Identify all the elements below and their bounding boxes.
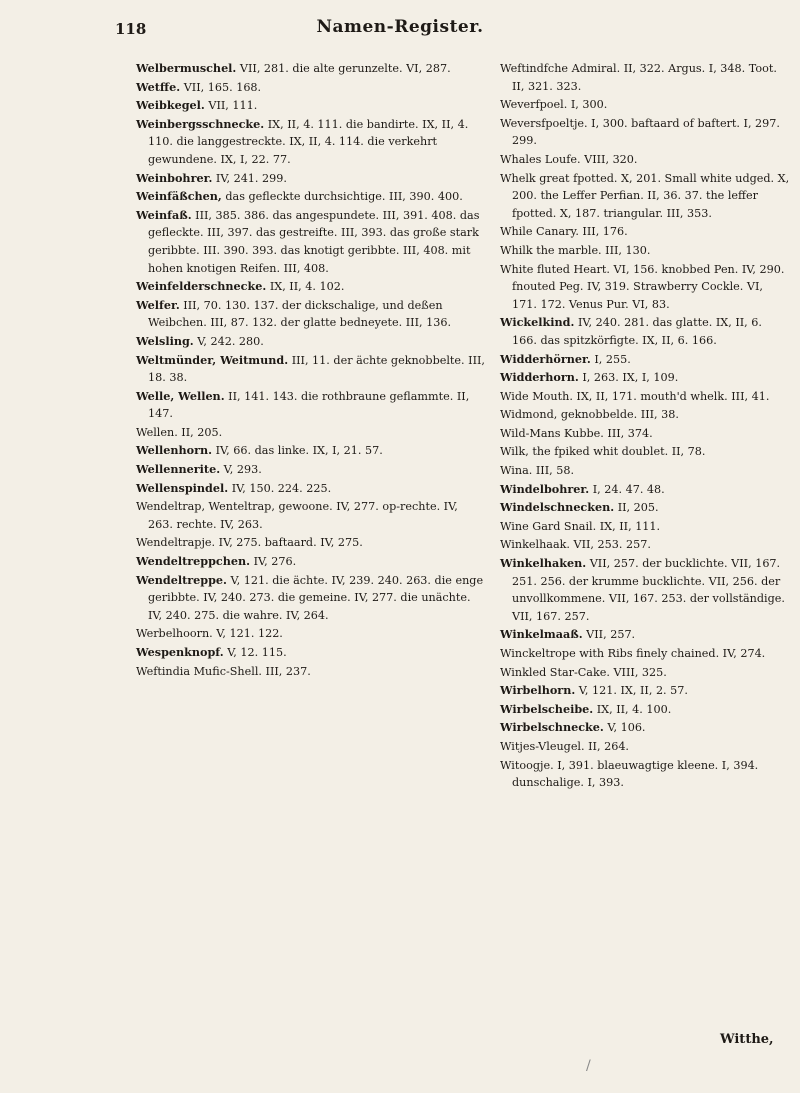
- entry-references: II, 205.: [617, 501, 659, 515]
- index-entry: [500, 369, 790, 387]
- entry-references: Whilk the marble. III, 130.: [500, 243, 651, 257]
- index-entry: [136, 461, 486, 479]
- entry-references: While Canary. III, 176.: [500, 225, 628, 239]
- index-entry: [136, 352, 486, 387]
- entry-references: II, 141. 143. die rothbraune geflammte. II, 147.: [148, 389, 470, 421]
- entry-references: IX, II, 4. 102.: [269, 280, 345, 294]
- index-entry: [500, 351, 790, 369]
- entry-headword: Wetffe.: [136, 79, 181, 94]
- entry-references: Whelk great fpotted. X, 201. Small white udged. X, 200. the Leffer Perfian. II, 36. 37. the leffer fpotted. X, 187. triangular. III, 353.: [500, 171, 790, 220]
- entry-references: III, 70. 130. 137. der dickschalige, und deßen Weibchen. III, 87. 132. der glatte bedneyete. III, 136.: [148, 298, 452, 330]
- entry-references: Wellen. II, 205.: [136, 425, 223, 439]
- entry-references: White fluted Heart. VI, 156. knobbed Pen. IV, 290. fnouted Peg. IV, 319. Strawberry Cockle. VI, 171. 172. Venus Pur. VI, 83.: [500, 262, 785, 311]
- index-entry: [136, 97, 486, 115]
- entry-references: IV, 150. 224. 225.: [231, 481, 332, 495]
- left-column: [136, 60, 486, 681]
- entry-headword: Wendeltreppe.: [136, 572, 227, 587]
- entry-headword: Winkelmaaß.: [500, 627, 583, 642]
- index-entry: [500, 682, 790, 700]
- index-entry: [500, 406, 790, 424]
- index-entry: [136, 424, 486, 442]
- entry-references: Wild-Mans Kubbe. III, 374.: [500, 426, 653, 440]
- index-entry: [500, 443, 790, 461]
- entry-references: VII, 281. die alte gerunzelte. VI, 287.: [239, 62, 451, 75]
- pencil-mark: /: [586, 1058, 591, 1074]
- index-entry: [136, 663, 486, 681]
- entry-references: IV, 66. das linke. IX, I, 21. 57.: [215, 444, 383, 458]
- index-entry: [500, 701, 790, 719]
- index-entry: [500, 314, 790, 349]
- index-entry: [136, 60, 486, 78]
- index-entry: [136, 498, 486, 533]
- entry-headword: Wirbelschnecke.: [500, 720, 604, 735]
- entry-references: Wine Gard Snail. IX, II, 111.: [500, 519, 661, 533]
- index-entry: [500, 719, 790, 737]
- index-entry: [500, 223, 790, 241]
- catchword: Witthe,: [720, 1032, 774, 1047]
- entry-headword: Wirbelhorn.: [500, 683, 576, 698]
- index-entry: [500, 536, 790, 554]
- entry-headword: Welle, Wellen.: [136, 388, 225, 403]
- entry-headword: Widderhörner.: [500, 351, 591, 366]
- index-entry: [500, 425, 790, 443]
- index-entry: [136, 553, 486, 571]
- entry-references: Witjes-Vleugel. II, 264.: [500, 739, 629, 753]
- entry-references: VII, 257.: [586, 628, 636, 642]
- entry-headword: Weinbergsschnecke.: [136, 116, 265, 131]
- entry-references: IX, II, 4. 100.: [596, 702, 672, 716]
- entry-references: Wide Mouth. IX, II, 171. mouth'd whelk. III, 41.: [500, 389, 770, 403]
- index-entry: [136, 116, 486, 169]
- entry-references: Weftindfche Admiral. II, 322. Argus. I, 348. Toot. II, 321. 323.: [500, 62, 777, 93]
- index-entry: [500, 388, 790, 406]
- index-entry: [500, 151, 790, 169]
- index-entry: [500, 499, 790, 517]
- index-entry: [500, 645, 790, 663]
- index-entry: [500, 170, 790, 223]
- entry-references: Weversfpoeltje. I, 300. baftaard of baftert. I, 297. 299.: [500, 116, 780, 148]
- entry-references: Wilk, the fpiked whit doublet. II, 78.: [500, 445, 706, 459]
- entry-headword: Weinfelderschnecke.: [136, 279, 267, 294]
- entry-references: V, 121. die ächte. IV, 239. 240. 263. die enge geribbte. IV, 240. 273. die gemeine. IV, 277. die unächte. IV, 240. 275. die wahre. IV, 264.: [148, 573, 484, 622]
- entry-references: Wendeltrapje. IV, 275. baftaard. IV, 275.: [136, 536, 363, 550]
- entry-headword: Welbermuschel.: [136, 61, 237, 75]
- entry-headword: Wendeltreppchen.: [136, 554, 251, 569]
- entry-headword: Wespenknopf.: [136, 645, 224, 659]
- page-header: [0, 12, 800, 46]
- entry-references: IV, 241. 299.: [215, 171, 287, 185]
- entry-headword: Windelbohrer.: [500, 481, 590, 496]
- entry-references: Whales Loufe. VIII, 320.: [500, 152, 638, 166]
- entry-references: V, 293.: [223, 463, 262, 477]
- index-entry: [500, 738, 790, 756]
- index-entry: [500, 115, 790, 150]
- index-entry: [500, 261, 790, 314]
- entry-references: Wina. III, 58.: [500, 464, 575, 478]
- entry-headword: Windelschnecken.: [500, 500, 615, 515]
- entry-references: Winckeltrope with Ribs finely chained. IV, 274.: [500, 647, 766, 660]
- index-entry: [500, 60, 790, 95]
- entry-references: IV, 276.: [253, 555, 297, 569]
- index-entry: [500, 757, 790, 792]
- entry-references: V, 121. IX, II, 2. 57.: [578, 684, 688, 698]
- entry-headword: Welfer.: [136, 297, 180, 312]
- index-entry: [500, 462, 790, 480]
- entry-references: Weftindia Mufic-Shell. III, 237.: [136, 664, 311, 678]
- entry-references: I, 255.: [594, 352, 631, 366]
- entry-references: Winkled Star-Cake. VIII, 325.: [500, 665, 667, 679]
- entry-references: Winkelhaak. VII, 253. 257.: [500, 538, 651, 552]
- page-number: 118: [115, 20, 147, 38]
- entry-references: IX, II, 4. 111. die bandirte. IX, II, 4. 110. die langgestreckte. IX, II, 4. 114. die verkehrt gewundene. IX, I, 22. 77.: [148, 117, 469, 166]
- index-entry: [136, 79, 486, 97]
- index-entry: [136, 170, 486, 188]
- entry-references: VII, 111.: [208, 99, 258, 113]
- entry-references: Witoogje. I, 391. blaeuwagtige kleene. I, 394. dunschalige. I, 393.: [500, 758, 759, 790]
- entry-references: Widmond, geknobbelde. III, 38.: [500, 408, 679, 422]
- entry-headword: Wellennerite.: [136, 462, 221, 477]
- entry-references: V, 106.: [607, 721, 646, 735]
- entry-headword: Widderhorn.: [500, 370, 579, 385]
- index-entry: [136, 572, 486, 625]
- index-entry: [136, 388, 486, 423]
- index-entry: [500, 242, 790, 260]
- entry-references: V, 12. 115.: [227, 646, 287, 659]
- entry-references: III, 385. 386. das angespundete. III, 391. 408. das gefleckte. III, 397. das gestreifte. III, 393. das große stark geribbte. III. 390. 393. das knotigt geribbte. III, 408. mit hohen knotigen Reifen. III, 408.: [148, 208, 480, 275]
- index-entry: [136, 278, 486, 296]
- entry-references: IV, 240. 281. das glatte. IX, II, 6. 166. das spitzkörfigte. IX, II, 6. 166.: [512, 316, 762, 347]
- index-entry: [500, 626, 790, 644]
- index-entry: [136, 188, 486, 206]
- index-entry: [136, 625, 486, 643]
- entry-references: Weverfpoel. I, 300.: [500, 98, 608, 112]
- entry-headword: Winkelhaken.: [500, 556, 587, 571]
- entry-references: VII, 165. 168.: [183, 80, 262, 94]
- index-entry: [136, 207, 486, 277]
- index-entry: [136, 534, 486, 552]
- index-entry: [500, 555, 790, 625]
- entry-headword: Wickelkind.: [500, 315, 575, 330]
- entry-headword: Weinbohrer.: [136, 170, 213, 185]
- index-entry: [500, 96, 790, 114]
- entry-headword: Wellenhorn.: [136, 443, 213, 458]
- entry-references: I, 263. IX, I, 109.: [582, 371, 679, 385]
- entry-headword: Weinfäßchen,: [136, 189, 222, 204]
- entry-references: III, 11. der ächte geknobbelte. III, 18. 38.: [148, 353, 485, 385]
- index-entry: [136, 644, 486, 662]
- entry-headword: Weibkegel.: [136, 98, 205, 113]
- index-entry: [136, 480, 486, 498]
- entry-references: das gefleckte durchsichtige. III, 390. 400.: [225, 190, 463, 204]
- index-entry: [500, 664, 790, 682]
- index-entry: [136, 333, 486, 351]
- index-entry: [500, 518, 790, 536]
- entry-references: VII, 257. der bucklichte. VII, 167. 251. 256. der krumme bucklichte. VII, 256. der unvollkommene. VII, 167. 253. der vollständige. VII, 167. 257.: [512, 557, 785, 623]
- entry-references: V, 242. 280.: [197, 334, 264, 348]
- entry-headword: Welsling.: [136, 333, 194, 348]
- entry-references: I, 24. 47. 48.: [592, 482, 665, 496]
- index-entry: [136, 297, 486, 332]
- entry-headword: Wirbelscheibe.: [500, 701, 594, 716]
- entry-headword: Weltmünder, Weitmund.: [136, 352, 289, 367]
- entry-headword: Wellenspindel.: [136, 480, 229, 495]
- right-column: [500, 60, 790, 793]
- entry-headword: Weinfaß.: [136, 207, 192, 222]
- index-entry: [136, 442, 486, 460]
- running-title: Namen-Register.: [316, 17, 484, 37]
- entry-references: Wendeltrap, Wenteltrap, gewoone. IV, 277. op-rechte. IV, 263. rechte. IV, 263.: [136, 500, 458, 531]
- index-entry: [500, 481, 790, 499]
- entry-references: Werbelhoorn. V, 121. 122.: [136, 627, 283, 641]
